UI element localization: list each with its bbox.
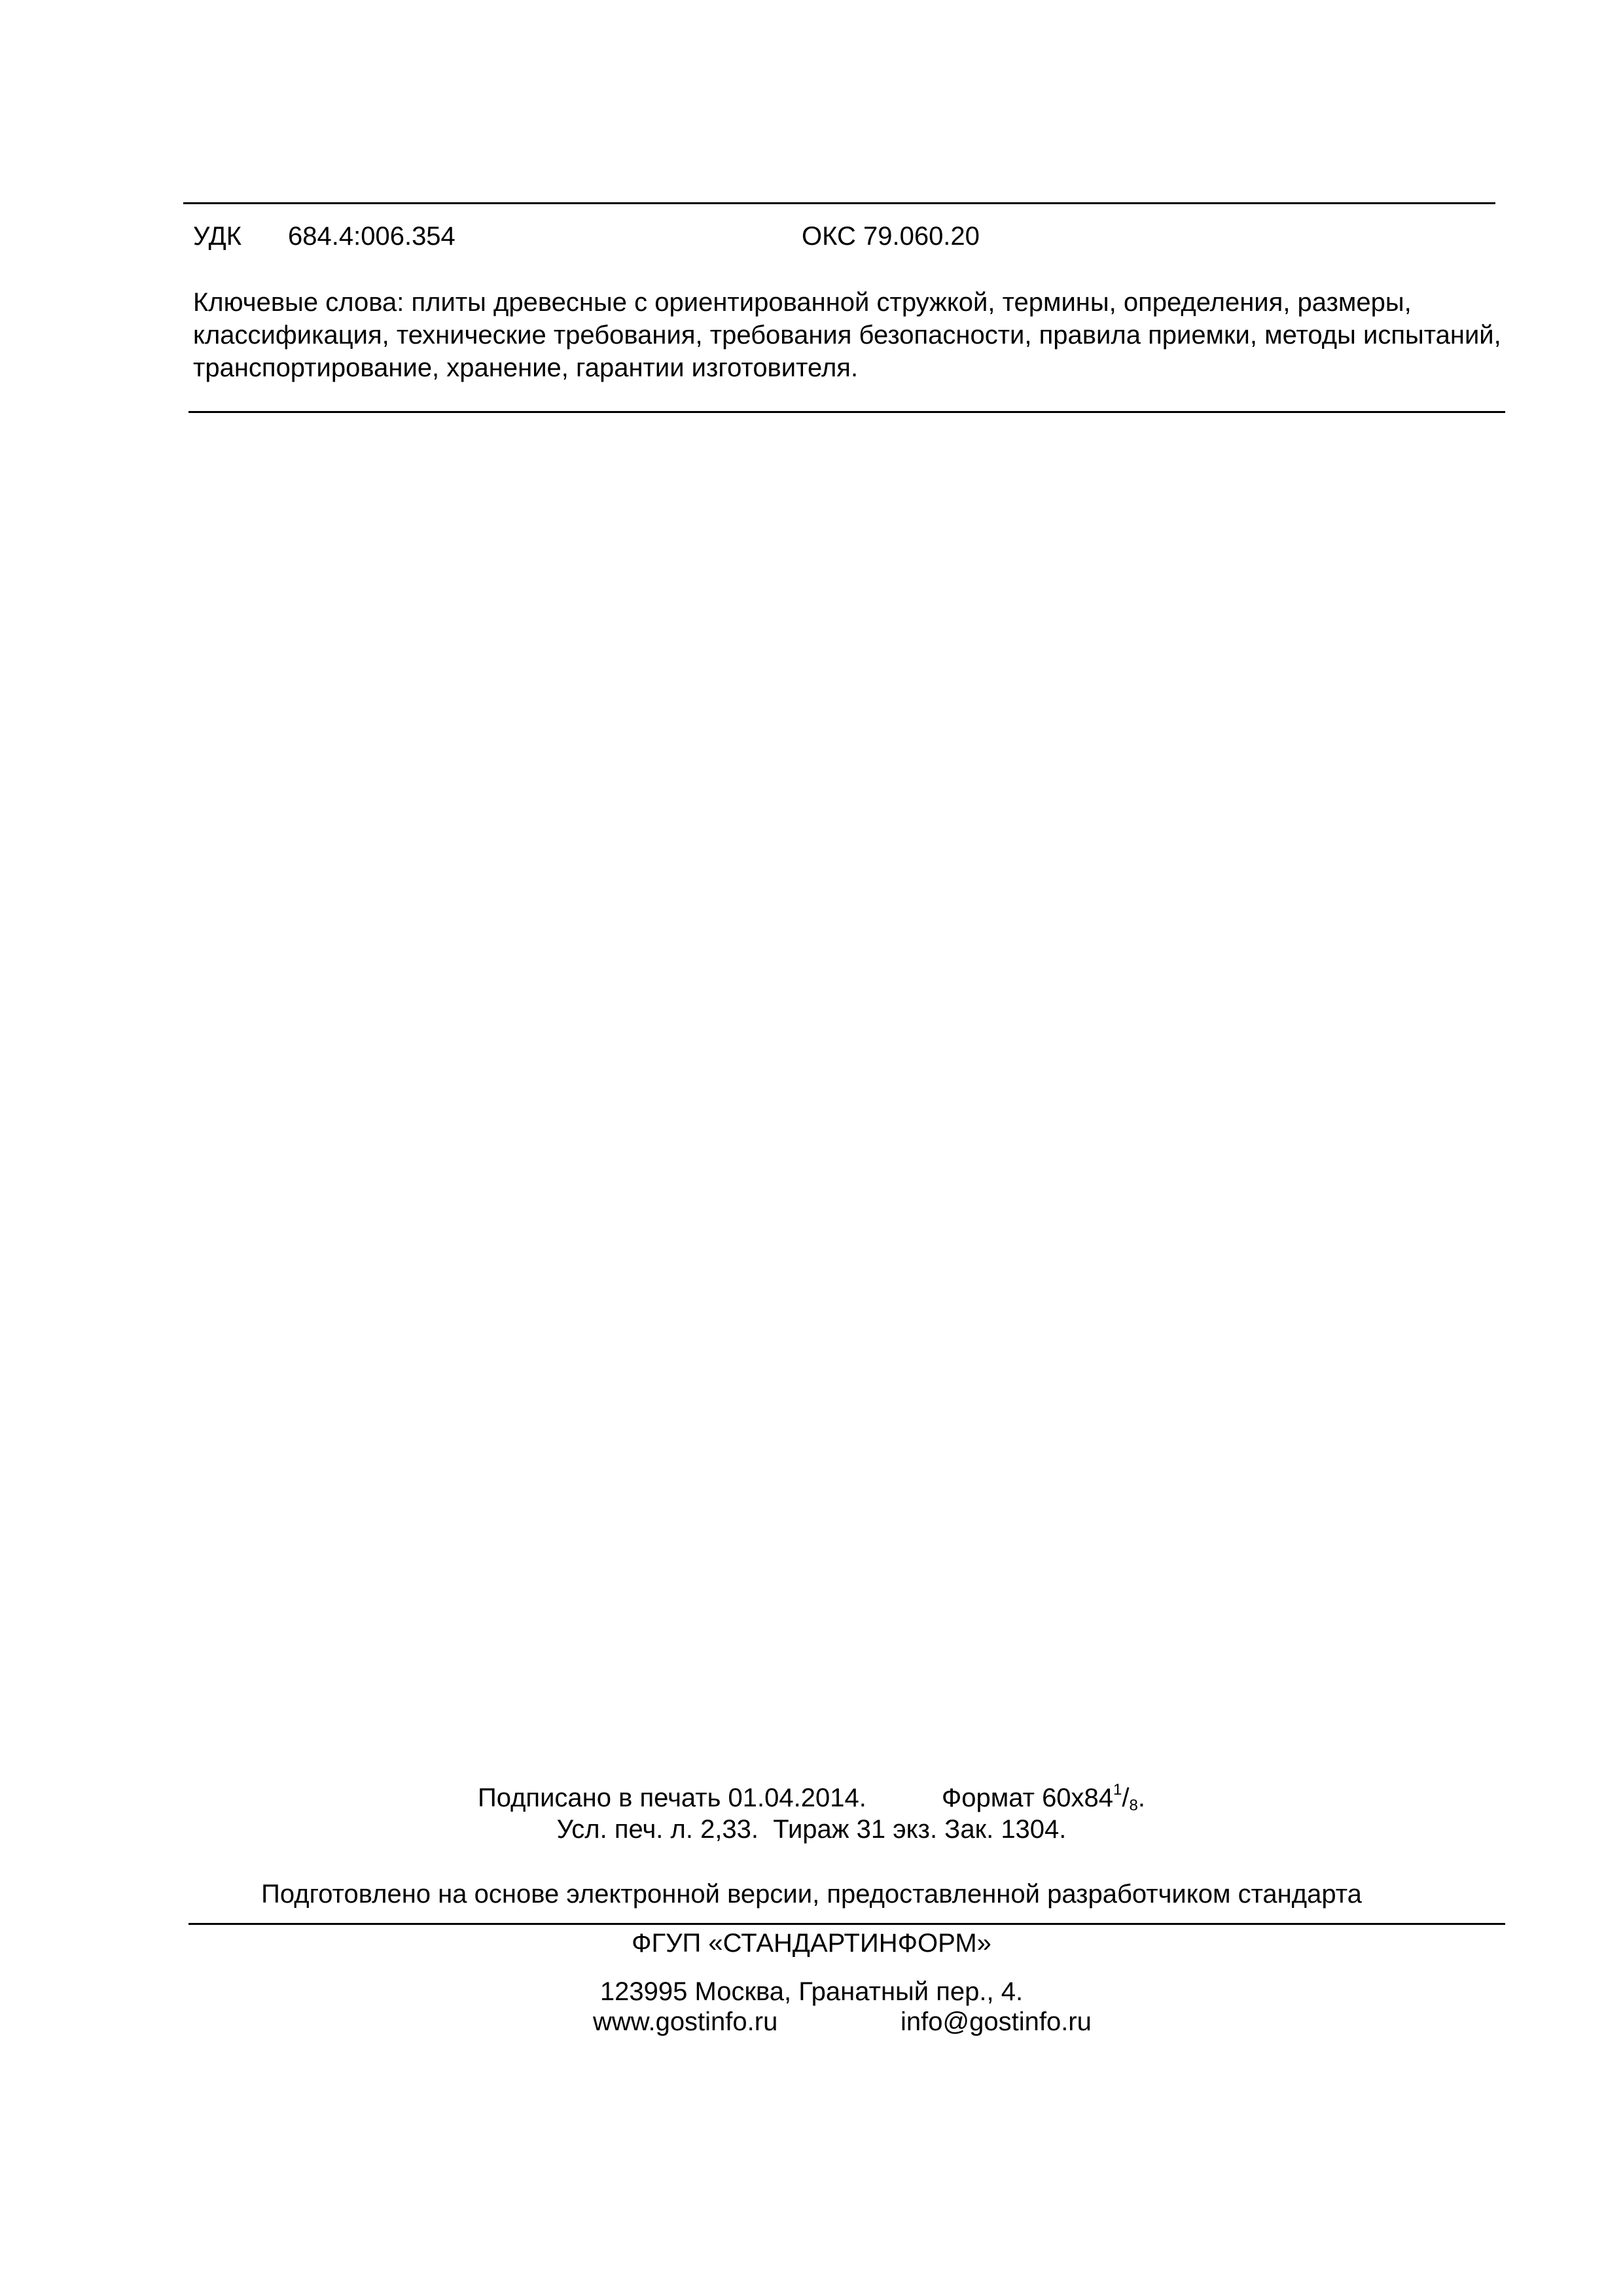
signed-date: Подписано в печать 01.04.2014. [477,1784,866,1812]
prepared-note: Подготовлено на основе электронной версии, предоставленной разработчиком стандарта [261,1880,1362,1909]
format-info: Формат $60х84^1/_8$. [941,1781,1146,1814]
imprint-signed-line [0,1783,1623,1813]
publisher-website[interactable]: www.gostinfo.ru [593,2007,778,2036]
publisher-address: 123995 Москва, Гранатный пер., 4. [599,1977,1024,2006]
udk-value: 684.4:006.354 [288,222,455,251]
top-rule [183,202,1495,204]
keywords-bottom-rule [188,411,1505,413]
keywords-text: Ключевые слова: плиты древесные с ориентированной стружкой, термины, определения, размеры, классификация, технические требования, требования безопасности, правила приемки, методы испытаний, транспортирование, хранение, гарантии изготовителя. [193,288,1501,382]
print-info: Усл. печ. л. 2,33. Тираж 31 экз. Зак. 1304. [556,1815,1067,1844]
publisher-top-rule [188,1923,1505,1925]
publisher-name: ФГУП «СТАНДАРТИНФОРМ» [632,1929,991,1958]
udk-label: УДК [193,222,242,251]
oks-code: ОКС 79.060.20 [802,222,980,251]
publisher-email[interactable]: info@gostinfo.ru [901,2007,1092,2036]
